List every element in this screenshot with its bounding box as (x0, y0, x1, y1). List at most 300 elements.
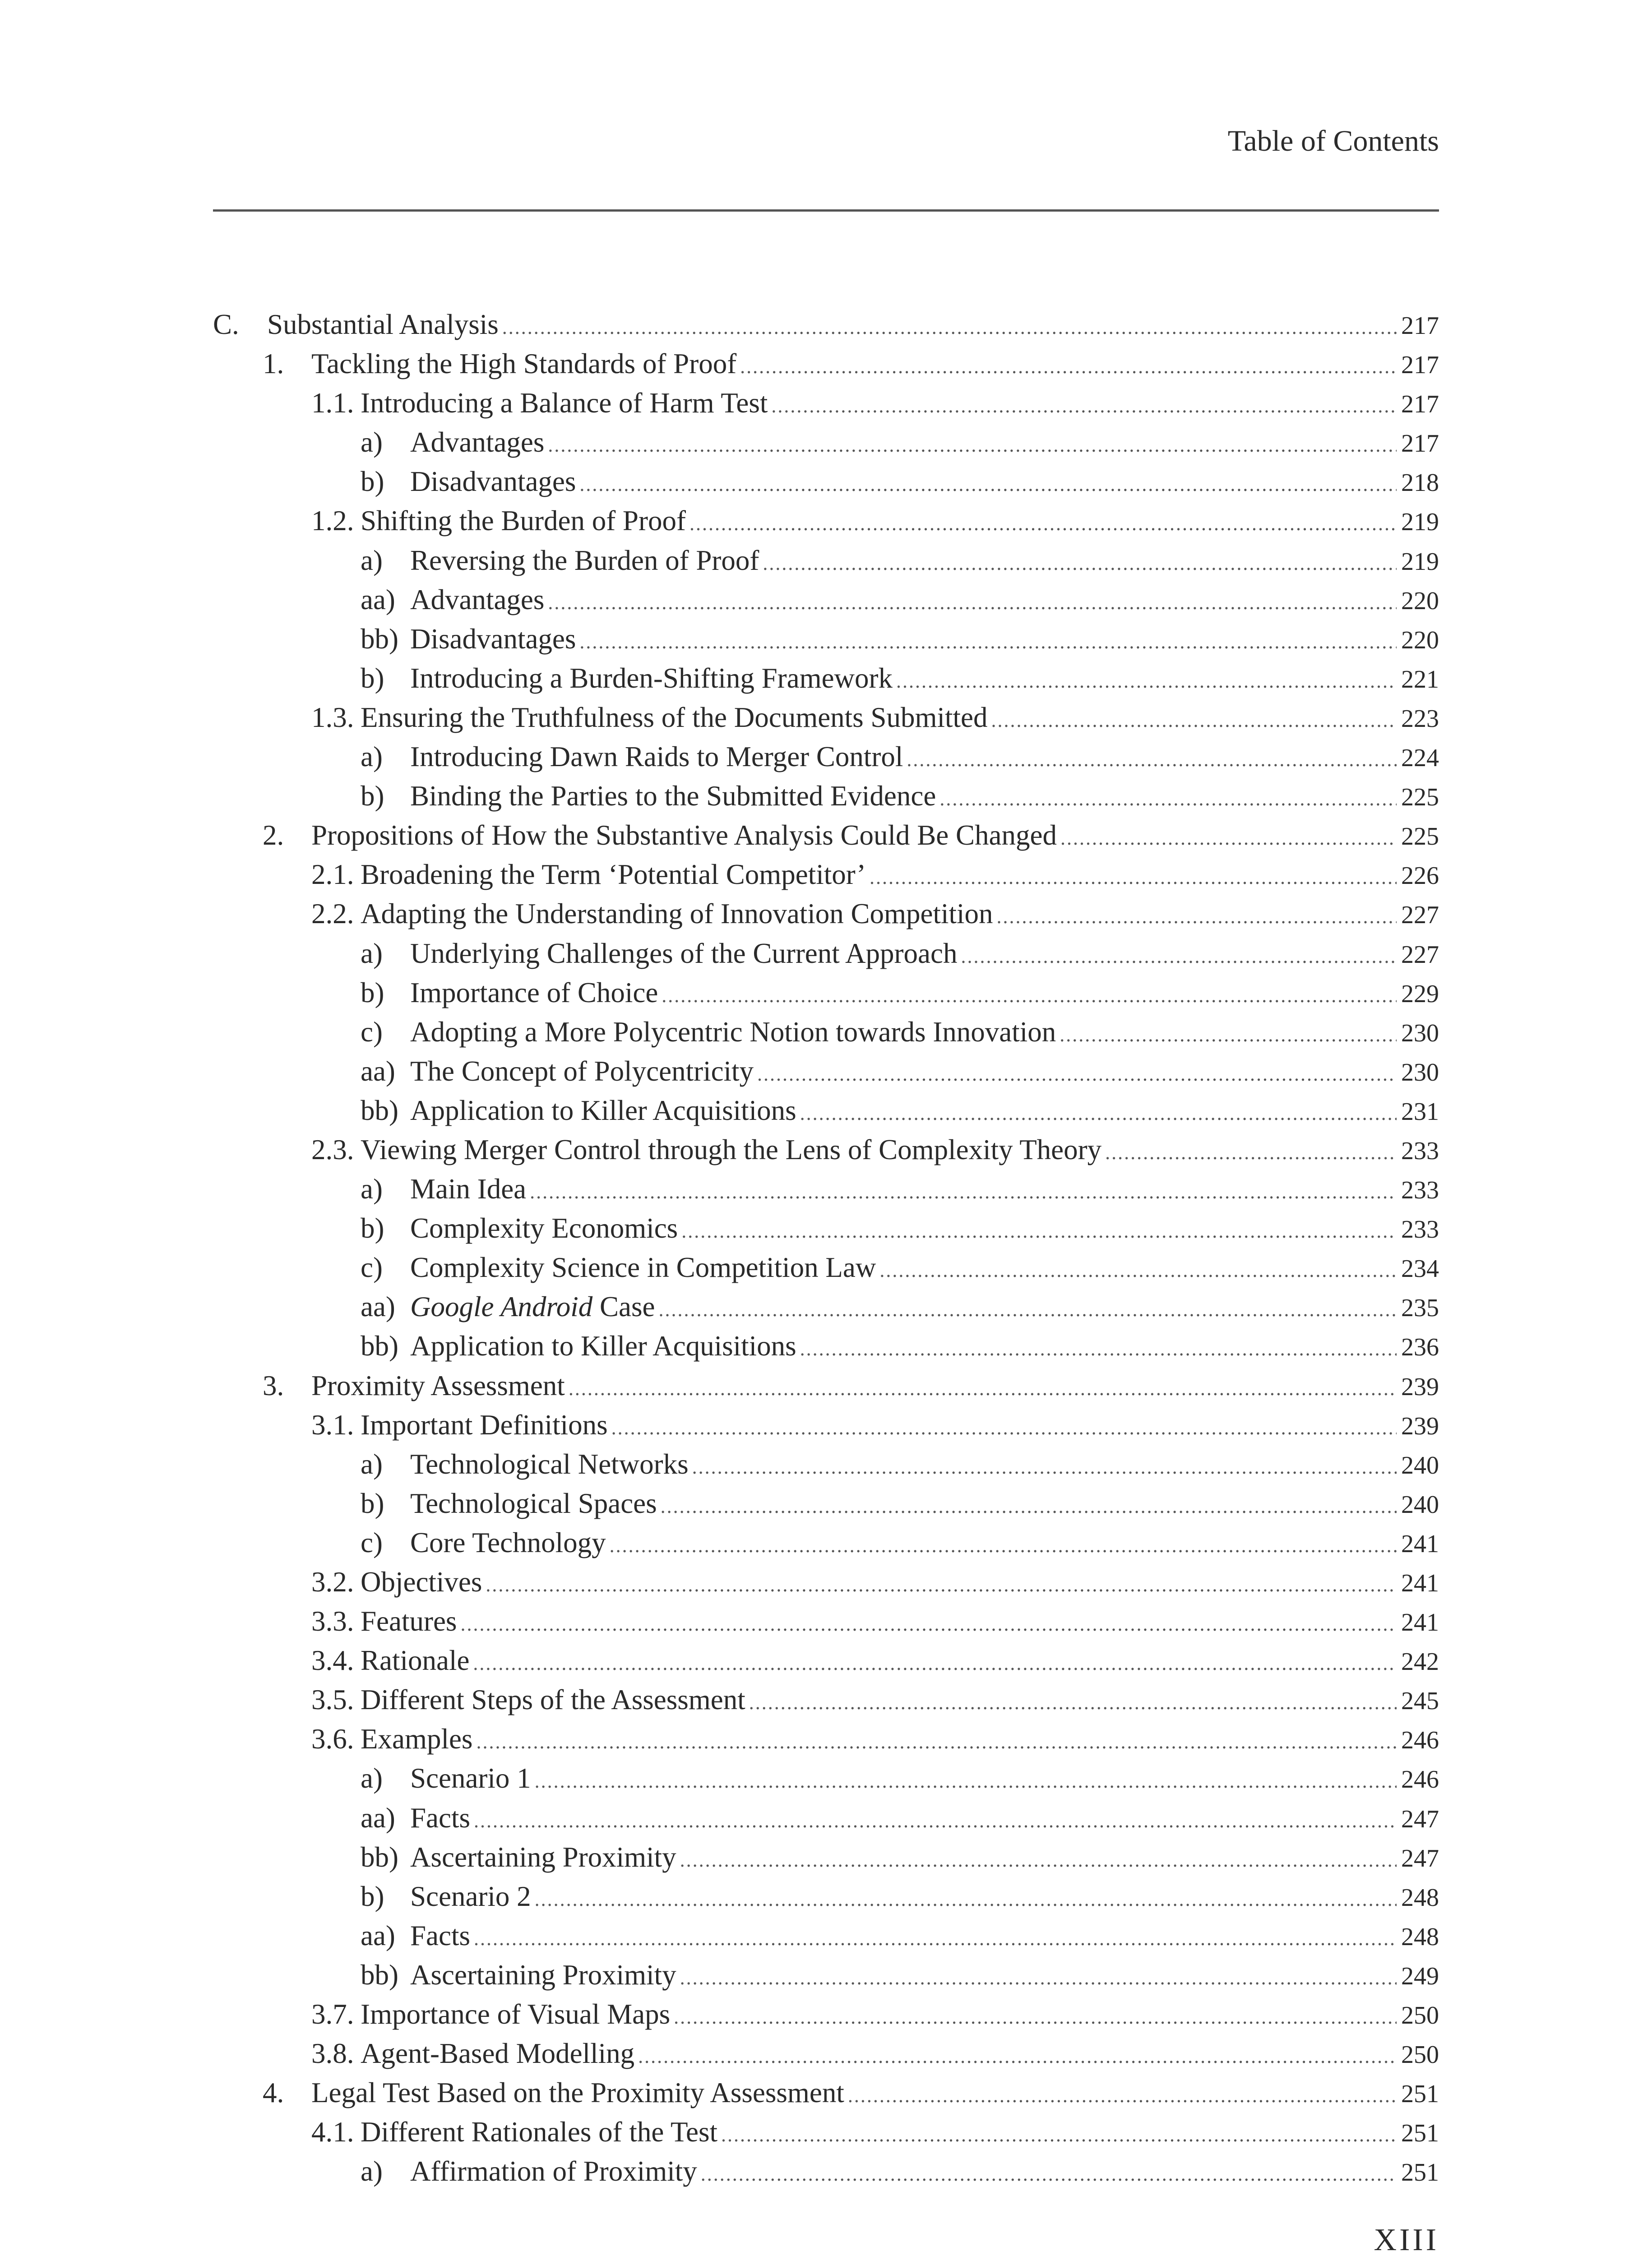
toc-entry-title (361, 501, 689, 541)
toc-entry-number: c) (361, 1526, 383, 1558)
toc-entry-number: 3.1. (311, 1409, 354, 1441)
toc-entry-title-text: Underlying Challenges of the Current Approach (410, 937, 958, 969)
toc-entry-title-text: Introducing Dawn Raids to Merger Control (410, 741, 903, 773)
toc-entry-title (410, 541, 763, 580)
toc-entry-title (267, 305, 502, 344)
toc-entry-page-number: 225 (1401, 823, 1439, 851)
dot-leader (749, 1683, 1397, 1722)
toc-entry-number: C. (213, 309, 239, 340)
toc-entry (213, 1366, 1439, 1405)
toc-entry-title-text: Legal Test Based on the Proximity Assessment (311, 2077, 844, 2109)
toc-entry-title (410, 1838, 680, 1877)
toc-entry-title-text: Features (361, 1605, 457, 1637)
toc-entry-title (410, 1916, 474, 1956)
toc-entry-page-number: 217 (1401, 312, 1439, 340)
toc-entry-title (410, 1445, 692, 1484)
toc-entry (213, 1563, 1439, 1602)
page-folio: XIII (1374, 2223, 1439, 2256)
dot-leader (661, 1487, 1397, 1526)
toc-entry (213, 973, 1439, 1012)
toc-entry-page-number: 234 (1401, 1255, 1439, 1283)
toc-entry-page-number: 241 (1401, 1530, 1439, 1558)
dot-leader (939, 779, 1397, 818)
toc-entry-number: bb) (361, 1959, 398, 1991)
toc-entry-number: b) (361, 466, 384, 498)
dot-leader (800, 1094, 1397, 1133)
toc-entry-number: 3.6. (311, 1723, 354, 1755)
toc-entry-line (410, 1956, 1439, 1997)
toc-entry-number: aa) (361, 1802, 395, 1834)
toc-entry-title-text: Technological Spaces (410, 1487, 657, 1519)
toc-entry-number: a) (361, 426, 383, 458)
toc-entry (213, 1956, 1439, 1995)
toc-entry-title-text: Case (592, 1291, 655, 1323)
toc-entry-page-number: 245 (1401, 1687, 1439, 1715)
toc-entry-title-text: Ensuring the Truthfulness of the Documents Submitted (361, 701, 988, 733)
toc-entry-title (410, 1523, 610, 1563)
toc-entry (213, 1052, 1439, 1091)
toc-entry-line (361, 698, 1439, 740)
toc-entry-page-number: 229 (1401, 980, 1439, 1008)
toc-entry-line (361, 2034, 1439, 2076)
toc-entry-number: a) (361, 1173, 383, 1205)
toc-entry-title-text: Examples (361, 1723, 473, 1755)
toc-entry-title-text: Application to Killer Acquisitions (410, 1094, 796, 1126)
toc-entry (213, 737, 1439, 777)
toc-entry-number: 1. (263, 348, 284, 380)
toc-entry-title (410, 1209, 681, 1248)
dot-leader (800, 1329, 1397, 1368)
toc-entry-title-text: Technological Networks (410, 1448, 689, 1480)
toc-entry-number: a) (361, 1762, 383, 1794)
toc-entry-title (410, 1759, 535, 1798)
dot-leader (763, 544, 1397, 583)
toc-entry-page-number: 219 (1401, 547, 1439, 576)
toc-entry (213, 305, 1439, 344)
toc-entry-number: 1.3. (311, 701, 354, 733)
dot-leader (721, 2115, 1397, 2154)
toc-entry-line (410, 1916, 1439, 1958)
toc-entry-line (410, 1091, 1439, 1133)
toc-entry-title-text: Importance of Visual Maps (361, 1998, 671, 2030)
toc-entry-line (410, 2152, 1439, 2194)
toc-entry (213, 423, 1439, 462)
toc-entry-number: c) (361, 1252, 383, 1284)
toc-entry-title (361, 894, 997, 934)
toc-entry-title (311, 1366, 569, 1405)
toc-entry-number: b) (361, 976, 384, 1008)
toc-entry-page-number: 239 (1401, 1412, 1439, 1440)
dot-leader (460, 1604, 1397, 1644)
toc-entry-title-text: Reversing the Burden of Proof (410, 544, 759, 576)
dot-leader (579, 465, 1397, 504)
dot-leader (907, 740, 1397, 779)
toc-entry-title (311, 344, 740, 384)
dot-leader (997, 897, 1397, 936)
toc-entry-number: 3.7. (311, 1998, 354, 2030)
toc-entry-number: a) (361, 1448, 383, 1480)
toc-entry-line (410, 1838, 1439, 1880)
toc-entry (213, 894, 1439, 934)
toc-entry-line (410, 934, 1439, 976)
toc-entry (213, 934, 1439, 973)
toc-entry-number: aa) (361, 583, 395, 615)
toc-entry-title (410, 737, 907, 777)
toc-entry-title-text: Application to Killer Acquisitions (410, 1330, 796, 1362)
dot-leader (662, 976, 1397, 1015)
toc-entry (213, 541, 1439, 580)
toc-entry-title-text: Main Idea (410, 1173, 527, 1205)
toc-entry-number: 3.2. (311, 1566, 354, 1598)
toc-entry-title-text: Adapting the Understanding of Innovation Competition (361, 898, 993, 930)
toc-entry (213, 1877, 1439, 1916)
toc-entry-line (361, 1995, 1439, 2037)
toc-entry-line (311, 2073, 1439, 2115)
toc-entry-title-text: Objectives (361, 1566, 482, 1598)
dot-leader (771, 386, 1397, 425)
toc-entry-title (410, 659, 896, 698)
toc-entry-line (361, 1720, 1439, 1761)
toc-entry-line (410, 973, 1439, 1015)
toc-entry-page-number: 250 (1401, 2041, 1439, 2069)
toc-entry (213, 2073, 1439, 2113)
toc-entry-number: 1.1. (311, 387, 354, 419)
toc-entry-line (410, 737, 1439, 779)
toc-entry-title-text: Disadvantages (410, 623, 576, 655)
toc-entry-title-text: Agent-Based Modelling (361, 2038, 635, 2070)
toc-entry-title-text: Adopting a More Polycentric Notion towards Innovation (410, 1016, 1056, 1048)
toc-entry-number: 2.3. (311, 1133, 354, 1165)
toc-entry-page-number: 230 (1401, 1058, 1439, 1086)
toc-entry (213, 1759, 1439, 1798)
toc-entry-page-number: 241 (1401, 1609, 1439, 1637)
toc-entry-title-italic: Google Android (410, 1291, 593, 1323)
toc-entry-number: 3.4. (311, 1645, 354, 1677)
dot-leader (896, 661, 1397, 701)
toc-entry-title-text: Viewing Merger Control through the Lens of Complexity Theory (361, 1133, 1102, 1165)
toc-entry-title-text: Importance of Choice (410, 976, 658, 1008)
toc-entry (213, 1680, 1439, 1720)
toc-entry-page-number: 221 (1401, 665, 1439, 693)
table-of-contents (213, 305, 1439, 2191)
dot-leader (680, 1840, 1397, 1880)
toc-entry-title (410, 1091, 800, 1130)
toc-entry (213, 1445, 1439, 1484)
toc-entry-title-text: Facts (410, 1802, 470, 1834)
toc-entry-page-number: 226 (1401, 862, 1439, 890)
dot-leader (757, 1054, 1397, 1094)
toc-entry (213, 384, 1439, 423)
toc-entry-title-text: Complexity Science in Competition Law (410, 1252, 876, 1284)
toc-entry-number: bb) (361, 1841, 398, 1873)
toc-entry-number: bb) (361, 623, 398, 655)
running-head: Table of Contents (1227, 125, 1439, 157)
toc-entry-number: b) (361, 1880, 384, 1912)
toc-entry-title (361, 1130, 1105, 1170)
toc-entry-line (311, 1366, 1439, 1408)
dot-leader (502, 308, 1397, 347)
toc-entry-number: bb) (361, 1094, 398, 1126)
dot-leader (473, 1644, 1397, 1683)
toc-entry-page-number: 217 (1401, 430, 1439, 458)
toc-entry-number: aa) (361, 1055, 395, 1087)
toc-entry-page-number: 223 (1401, 704, 1439, 733)
dot-leader (548, 583, 1397, 622)
toc-entry-line (410, 1170, 1439, 1211)
toc-entry-page-number: 218 (1401, 469, 1439, 497)
toc-entry-page-number: 227 (1401, 901, 1439, 929)
toc-entry-line (410, 1484, 1439, 1526)
toc-entry (213, 501, 1439, 541)
toc-entry (213, 1523, 1439, 1563)
toc-entry (213, 2034, 1439, 2073)
toc-entry-title (361, 1602, 460, 1641)
toc-entry-title-text: Advantages (410, 426, 545, 458)
toc-entry-line (410, 1445, 1439, 1487)
toc-entry (213, 1091, 1439, 1130)
toc-entry-title (410, 2152, 701, 2191)
toc-entry-line (410, 1877, 1439, 1919)
toc-entry-number: a) (361, 2155, 383, 2187)
toc-entry-page-number: 231 (1401, 1097, 1439, 1126)
toc-entry (213, 580, 1439, 619)
toc-entry-number: bb) (361, 1330, 398, 1362)
toc-entry-title-text: Substantial Analysis (267, 309, 499, 340)
toc-entry-title (410, 580, 548, 619)
toc-entry-title (410, 1877, 535, 1916)
dot-leader (579, 622, 1397, 661)
toc-entry-title-text: Disadvantages (410, 466, 576, 498)
toc-entry-title (410, 973, 662, 1012)
toc-entry-line (361, 1641, 1439, 1683)
toc-entry-title-text: Scenario 2 (410, 1880, 531, 1912)
dot-leader (486, 1565, 1397, 1604)
toc-entry-title-text: Ascertaining Proximity (410, 1959, 676, 1991)
toc-entry-line (361, 1563, 1439, 1604)
toc-entry (213, 2113, 1439, 2152)
toc-entry-title (361, 1641, 473, 1680)
dot-leader (701, 2154, 1397, 2194)
toc-entry-page-number: 250 (1401, 2002, 1439, 2030)
toc-entry-title (410, 1327, 800, 1366)
toc-entry-line (361, 1602, 1439, 1644)
toc-entry-page-number: 227 (1401, 940, 1439, 969)
toc-entry-page-number: 251 (1401, 2080, 1439, 2108)
toc-entry-title (410, 619, 579, 659)
toc-entry-page-number: 240 (1401, 1490, 1439, 1519)
dot-leader (961, 937, 1397, 976)
toc-entry-line (410, 1248, 1439, 1290)
toc-entry-line (361, 384, 1439, 425)
toc-entry (213, 1170, 1439, 1209)
dot-leader (569, 1369, 1397, 1408)
toc-entry-page-number: 233 (1401, 1137, 1439, 1165)
toc-entry-title (361, 1720, 476, 1759)
toc-entry-number: 2.1. (311, 859, 354, 891)
toc-entry-page-number: 236 (1401, 1333, 1439, 1362)
toc-entry (213, 2152, 1439, 2191)
toc-entry-title-text: Affirmation of Proximity (410, 2155, 697, 2187)
toc-entry-title-text: Binding the Parties to the Submitted Evidence (410, 780, 936, 812)
toc-entry-title (410, 1248, 879, 1287)
dot-leader (535, 1761, 1397, 1801)
dot-leader (680, 1958, 1397, 1997)
toc-entry-line (267, 305, 1439, 347)
toc-entry-title-text: Different Rationales of the Test (361, 2116, 718, 2148)
toc-entry-line (311, 816, 1439, 858)
toc-entry-page-number: 240 (1401, 1451, 1439, 1479)
toc-entry-number: 1.2. (311, 505, 354, 537)
toc-entry-title (361, 384, 771, 423)
toc-entry-line (410, 659, 1439, 701)
toc-entry (213, 619, 1439, 659)
toc-entry-line (410, 423, 1439, 465)
toc-entry-line (361, 501, 1439, 543)
dot-leader (689, 504, 1397, 543)
dot-leader (535, 1880, 1397, 1919)
toc-entry-title-text: Advantages (410, 583, 545, 615)
toc-entry-title (410, 1170, 530, 1209)
toc-entry-line (410, 1327, 1439, 1368)
toc-entry (213, 1995, 1439, 2034)
toc-entry (213, 1720, 1439, 1759)
toc-entry-page-number: 220 (1401, 626, 1439, 654)
toc-entry (213, 344, 1439, 384)
toc-entry-number: aa) (361, 1919, 395, 1951)
toc-entry-number: b) (361, 662, 384, 694)
toc-entry-line (410, 1798, 1439, 1840)
toc-entry-line (361, 1130, 1439, 1172)
toc-entry (213, 855, 1439, 894)
toc-entry (213, 1916, 1439, 1956)
toc-entry (213, 1012, 1439, 1052)
toc-entry-line (361, 855, 1439, 897)
toc-entry-number: 3.5. (311, 1684, 354, 1716)
toc-entry-title (410, 1956, 680, 1995)
toc-entry-title (311, 816, 1060, 855)
toc-entry-title-text: Tackling the High Standards of Proof (311, 348, 737, 380)
toc-entry-title-text: Ascertaining Proximity (410, 1841, 676, 1873)
dot-leader (692, 1447, 1397, 1487)
dot-leader (674, 1997, 1397, 2037)
toc-entry-page-number: 247 (1401, 1805, 1439, 1833)
toc-entry (213, 1602, 1439, 1641)
toc-entry (213, 659, 1439, 698)
toc-entry-page-number: 235 (1401, 1294, 1439, 1322)
dot-leader (681, 1211, 1397, 1251)
toc-entry-page-number: 225 (1401, 783, 1439, 812)
toc-entry-title (410, 777, 939, 816)
toc-entry-title-text: Introducing a Balance of Harm Test (361, 387, 768, 419)
toc-entry-title (410, 1287, 658, 1327)
toc-entry-line (410, 1759, 1439, 1801)
toc-entry-title-text: Complexity Economics (410, 1212, 678, 1244)
dot-leader (1060, 1015, 1397, 1054)
toc-entry-number: a) (361, 741, 383, 773)
toc-entry-title (361, 1405, 611, 1445)
dot-leader (1060, 818, 1397, 858)
toc-entry-number: b) (361, 780, 384, 812)
dot-leader (991, 701, 1397, 740)
toc-entry-line (410, 462, 1439, 504)
toc-entry-line (410, 619, 1439, 661)
toc-entry-number: 3.8. (311, 2038, 354, 2070)
toc-entry (213, 1641, 1439, 1680)
toc-entry-page-number: 248 (1401, 1883, 1439, 1912)
dot-leader (548, 425, 1397, 465)
toc-entry-page-number: 246 (1401, 1726, 1439, 1755)
toc-entry-title-text: Rationale (361, 1645, 470, 1677)
toc-entry-title (361, 2113, 721, 2152)
toc-entry-page-number: 217 (1401, 390, 1439, 419)
toc-entry-title-text: Introducing a Burden-Shifting Framework (410, 662, 893, 694)
dot-leader (530, 1172, 1397, 1211)
toc-entry-line (361, 1680, 1439, 1722)
toc-entry-line (361, 1405, 1439, 1447)
toc-entry-line (410, 1209, 1439, 1251)
toc-entry-title-text: Different Steps of the Assessment (361, 1684, 745, 1716)
toc-entry (213, 1405, 1439, 1445)
toc-entry (213, 1484, 1439, 1523)
toc-entry-page-number: 233 (1401, 1216, 1439, 1244)
toc-entry (213, 1130, 1439, 1170)
toc-entry-page-number: 239 (1401, 1373, 1439, 1401)
toc-entry-number: c) (361, 1016, 383, 1048)
dot-leader (611, 1408, 1397, 1447)
toc-entry-number: 2.2. (311, 898, 354, 930)
toc-entry-title-text: Important Definitions (361, 1409, 608, 1441)
toc-entry-title-text: Propositions of How the Substantive Analysis Could Be Changed (311, 819, 1057, 851)
dot-leader (879, 1251, 1397, 1290)
toc-entry (213, 1287, 1439, 1327)
toc-entry-page-number: 248 (1401, 1923, 1439, 1951)
header-rule (213, 209, 1439, 212)
toc-entry-page-number: 230 (1401, 1019, 1439, 1047)
toc-entry-title (410, 423, 548, 462)
toc-entry-line (410, 1012, 1439, 1054)
toc-entry-title (361, 855, 870, 894)
toc-entry-page-number: 241 (1401, 1569, 1439, 1597)
toc-entry-number: 3. (263, 1369, 284, 1401)
toc-entry-title (361, 1563, 486, 1602)
toc-entry-title (410, 1052, 757, 1091)
toc-entry-title (410, 462, 579, 501)
toc-entry-title-text: Core Technology (410, 1526, 606, 1558)
toc-entry-number: 4.1. (311, 2116, 354, 2148)
toc-entry-line (410, 1523, 1439, 1565)
toc-entry (213, 1798, 1439, 1838)
toc-entry-title (361, 1680, 749, 1720)
dot-leader (474, 1801, 1397, 1840)
toc-entry-title-text: Shifting the Burden of Proof (361, 505, 686, 537)
toc-entry-title-text: Broadening the Term ‘Potential Competitor’ (361, 859, 866, 891)
dot-leader (638, 2037, 1397, 2076)
toc-entry-line (410, 1052, 1439, 1094)
dot-leader (870, 858, 1397, 897)
toc-entry-title-text: Facts (410, 1919, 470, 1951)
toc-entry-title-text: The Concept of Polycentricity (410, 1055, 754, 1087)
toc-entry-title (410, 1798, 474, 1838)
toc-entry-line (410, 777, 1439, 818)
toc-entry-number: 3.3. (311, 1605, 354, 1637)
toc-entry-line (410, 580, 1439, 622)
dot-leader (474, 1919, 1397, 1958)
toc-entry-page-number: 219 (1401, 508, 1439, 536)
toc-entry-line (410, 541, 1439, 583)
dot-leader (740, 347, 1397, 386)
toc-entry-line (361, 2113, 1439, 2154)
toc-entry-title (361, 1995, 674, 2034)
